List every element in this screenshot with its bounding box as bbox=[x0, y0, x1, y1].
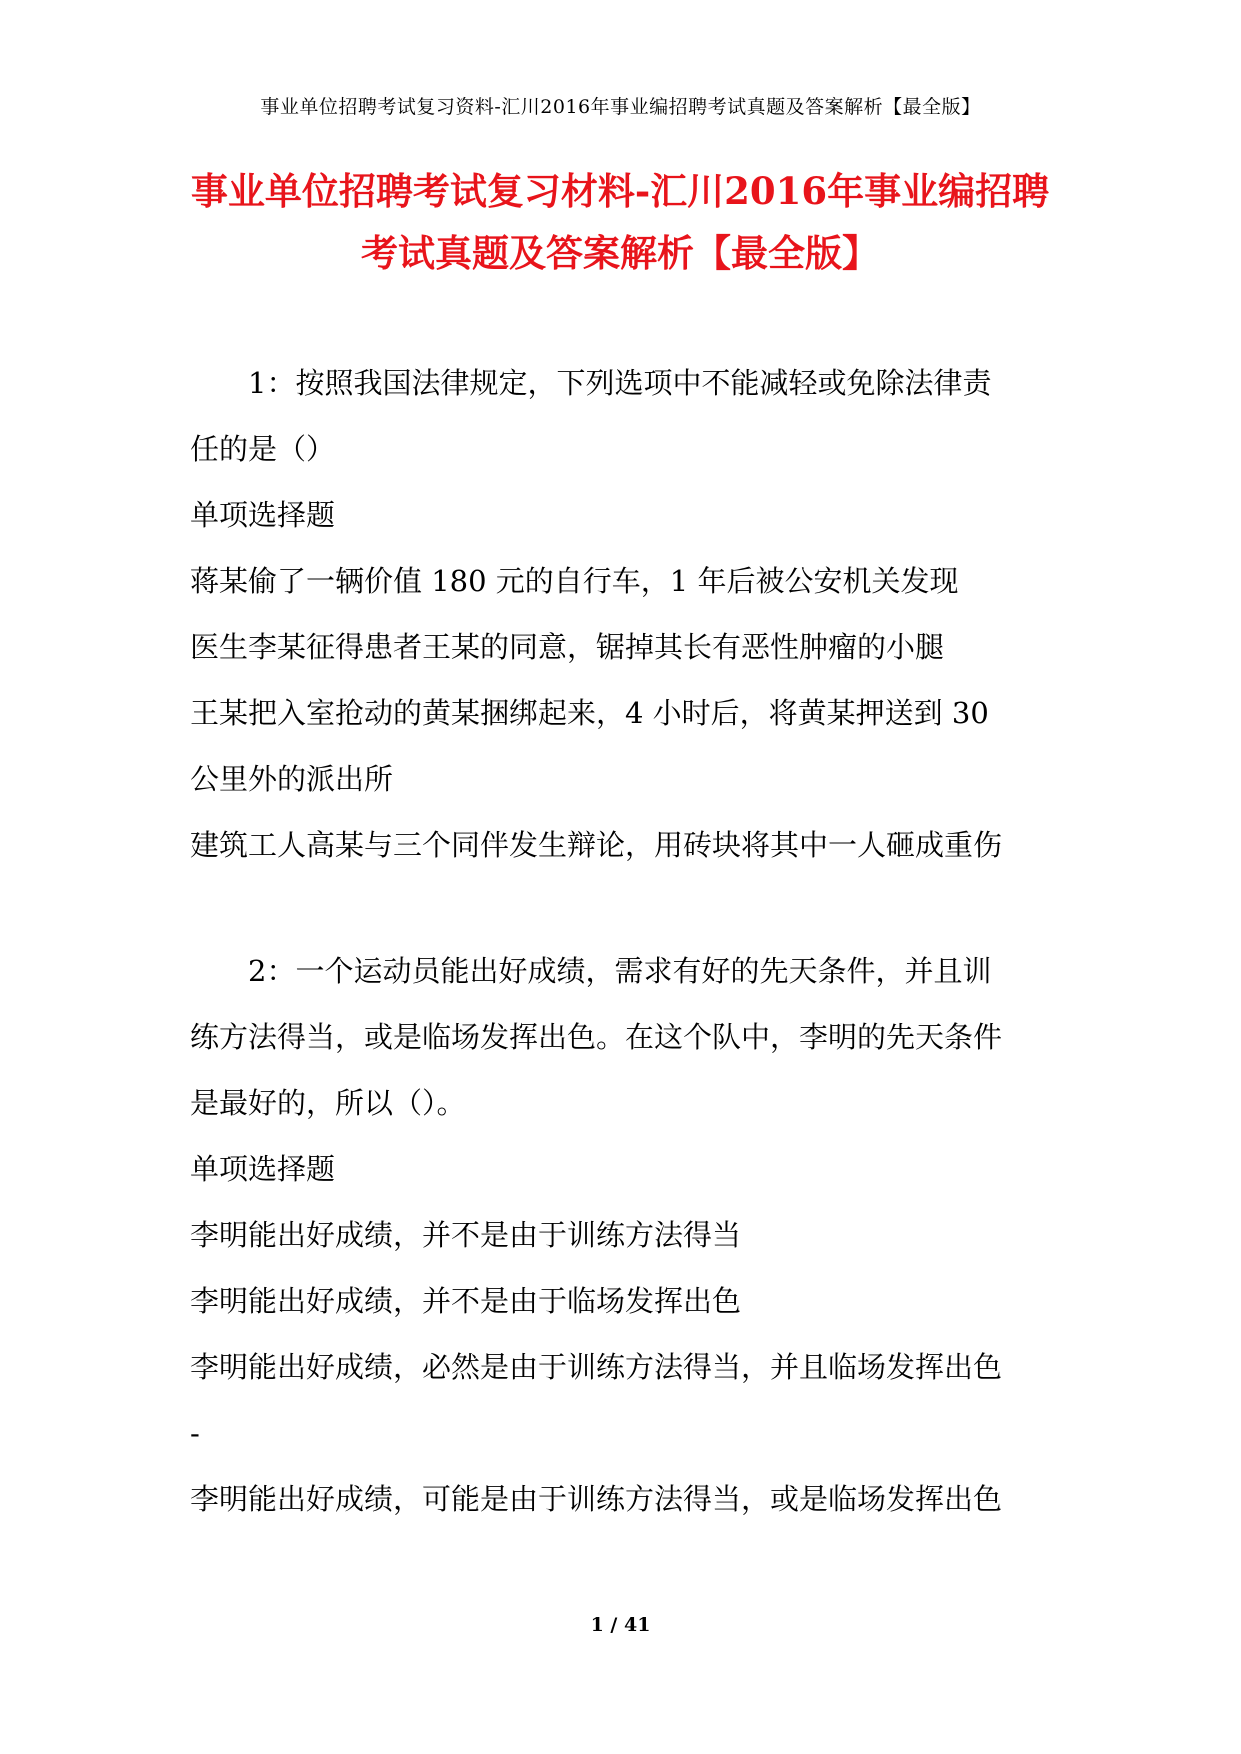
question-2 bbox=[190, 938, 1060, 1532]
question-2-option-c-continued: - bbox=[190, 1416, 200, 1450]
question-2-type: 单项选择题 bbox=[190, 1152, 336, 1186]
document-title-line-2: 考试真题及答案解析【最全版】 bbox=[361, 231, 879, 275]
question-1-option-c-continued: 公里外的派出所 bbox=[190, 762, 394, 796]
question-1 bbox=[190, 350, 1060, 878]
running-header: 事业单位招聘考试复习资料-汇川2016年事业编招聘考试真题及答案解析【最全版】 bbox=[260, 96, 981, 118]
document-title-line-1: 事业单位招聘考试复习材料-汇川2016年事业编招聘 bbox=[190, 169, 1050, 213]
question-2-option-d: 李明能出好成绩，可能是由于训练方法得当，或是临场发挥出色 bbox=[190, 1482, 1003, 1516]
page-indicator: 1 / 41 bbox=[590, 1614, 651, 1636]
question-2-option-a: 李明能出好成绩，并不是由于训练方法得当 bbox=[190, 1218, 742, 1252]
question-1-type: 单项选择题 bbox=[190, 498, 336, 532]
question-1-option-a: 蒋某偷了一辆价值 180 元的自行车，1 年后被公安机关发现 bbox=[190, 564, 959, 598]
question-1-option-b: 医生李某征得患者王某的同意，锯掉其长有恶性肿瘤的小腿 bbox=[190, 630, 945, 664]
question-1-option-d: 建筑工人高某与三个同伴发生辩论，用砖块将其中一人砸成重伤 bbox=[190, 828, 1003, 862]
question-1-option-c: 王某把入室抢动的黄某捆绑起来，4 小时后，将黄某押送到 30 bbox=[190, 696, 989, 730]
question-1-stem-line-2: 任的是（） bbox=[190, 432, 336, 466]
question-2-stem-line-3: 是最好的，所以（）。 bbox=[190, 1086, 466, 1120]
question-2-option-b: 李明能出好成绩，并不是由于临场发挥出色 bbox=[190, 1284, 742, 1318]
document-title bbox=[180, 160, 1060, 284]
question-1-stem-line-1: 1：按照我国法律规定，下列选项中不能减轻或免除法律责 bbox=[248, 366, 992, 400]
question-2-stem-line-1: 2：一个运动员能出好成绩，需求有好的先天条件，并且训 bbox=[248, 954, 992, 988]
question-2-option-c: 李明能出好成绩，必然是由于训练方法得当，并且临场发挥出色 bbox=[190, 1350, 1003, 1384]
question-2-stem-line-2: 练方法得当，或是临场发挥出色。在这个队中，李明的先天条件 bbox=[190, 1020, 1003, 1054]
